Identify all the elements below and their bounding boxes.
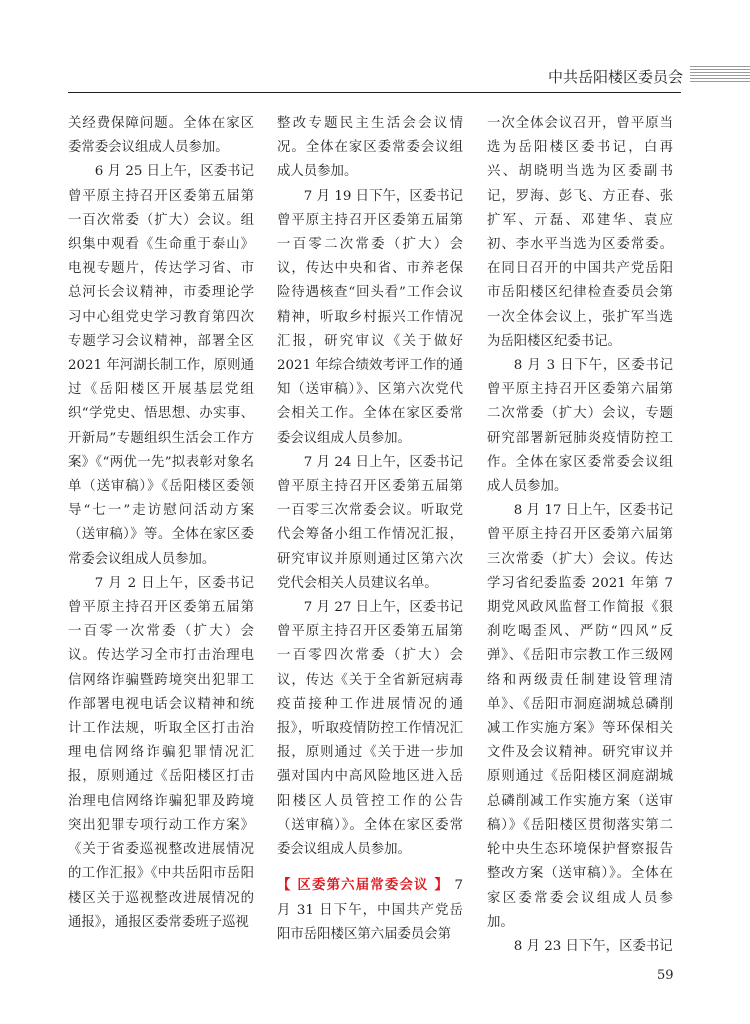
text-column-2	[277, 112, 463, 947]
section-text: 7 月 31 日下午，中国共产党岳阳市岳阳楼区第六届委员会第	[277, 878, 463, 942]
paragraph: 8 月 17 日上午，区委书记曾平原主持召开区委第六届第三次常委（扩大）会议。传达学习省纪委监委 2021 年第 7 期党风政风监督工作简报《狠刹吃喝歪风、严防“四风”反弹》、《岳阳市宗教工作三级网络和两级责任制建设管理清单》、《岳阳市洞庭湖城总磷削减工作实施方案》等环保相关文件及会议精神。研究审议并原则通过《岳阳楼区洞庭湖城总磷削减工作实施方案（送审稿）》《岳阳楼区贯彻落实第二轮中央生态环境保护督察报告整改方案（送审稿）》。全体在家区委常委会议组成人员参加。	[487, 503, 673, 930]
paragraph: 关经费保障问题。全体在家区委常委会议组成人员参加。	[68, 116, 254, 156]
page-number: 59	[657, 968, 674, 983]
header-rule	[68, 92, 681, 93]
header-stripes-decoration	[690, 66, 750, 84]
paragraph: 7 月 24 日上午，区委书记曾平原主持召开区委第五届第一百零三次常委会议。听取党代会筹备小组工作情况汇报，研究审议并原则通过区第六次党代会相关人员建议名单。	[277, 454, 463, 591]
paragraph: 8 月 3 日下午，区委书记曾平原主持召开区委第六届第二次常委（扩大）会议，专题研究部署新冠肺炎疫情防控工作。全体在家区委常委会议组成人员参加。	[487, 358, 673, 495]
paragraph: 6 月 25 日上午，区委书记曾平原主持召开区委第五届第一百次常委（扩大）会议。组织集中观看《生命重于泰山》电视专题片，传达学习省、市总河长会议精神，市委理论学习中心组党史学习教育第四次专题学习会议精神，部署全区 2021 年河湖长制工作，原则通过《岳阳楼区开展基层党组织“学党史、悟思想、办实事、开新局”专题组织生活会工作方案》《“两优一先”拟表彰对象名单（送审稿）》《岳阳楼区委领导“七一”走访慰问活动方案（送审稿）》等。全体在家区委常委会议组成人员参加。	[68, 164, 254, 567]
text-column-1	[68, 112, 254, 935]
paragraph: 整改专题民主生活会会议情况。全体在家区委常委会议组成人员参加。	[277, 116, 463, 180]
section-paragraph	[277, 874, 463, 947]
text-column-3	[487, 112, 673, 959]
paragraph: 7 月 27 日上午，区委书记曾平原主持召开区委第五届第一百零四次常委（扩大）会议，传达《关于全省新冠病毒疫苗接种工作进展情况的通报》，听取疫情防控工作情况汇报，原则通过《关于进一步加强对国内中高风险地区进入岳阳楼区人员管控工作的公告（送审稿）》。全体在家区委常委会议组成人员参加。	[277, 600, 463, 858]
paragraph: 8 月 23 日下午，区委书记	[513, 938, 673, 954]
section-title: 【 区委第六届常委会议 】	[277, 878, 450, 894]
paragraph: 一次全体会议召开，曾平原当选为岳阳楼区委书记，白再兴、胡晓明当选为区委副书记，罗海、彭飞、方正春、张扩军、亓磊、邓建华、袁应初、李水平当选为区委常委。在同日召开的中国共产党岳阳市岳阳楼区纪律检查委员会第一次全体会议上，张扩军当选为岳阳楼区纪委书记。	[487, 116, 673, 349]
paragraph: 7 月 2 日上午，区委书记曾平原主持召开区委第五届第一百零一次常委（扩大）会议。传达学习全市打击治理电信网络诈骗暨跨境突出犯罪工作部署电视电话会议精神和统计工作法规，听取全区打击治理电信网络诈骗犯罪情况汇报，原则通过《岳阳楼区打击治理电信网络诈骗犯罪及跨境突出犯罪专项行动工作方案》《关于省委巡视整改进展情况的工作汇报》《中共岳阳市岳阳楼区关于巡视整改进展情况的通报》，通报区委常委班子巡视	[68, 575, 254, 930]
paragraph: 7 月 19 日下午，区委书记曾平原主持召开区委第五届第一百零二次常委（扩大）会议，传达中央和省、市养老保险待遇核查“回头看”工作会议精神，听取乡村振兴工作情况汇报，研究审议《关于做好 2021 年综合绩效考评工作的通知（送审稿）》、区第六次党代会相关工作。全体在家区委常委会议组成人员参加。	[277, 188, 463, 446]
running-header	[0, 0, 750, 100]
header-title: 中共岳阳楼区委员会	[548, 68, 684, 86]
